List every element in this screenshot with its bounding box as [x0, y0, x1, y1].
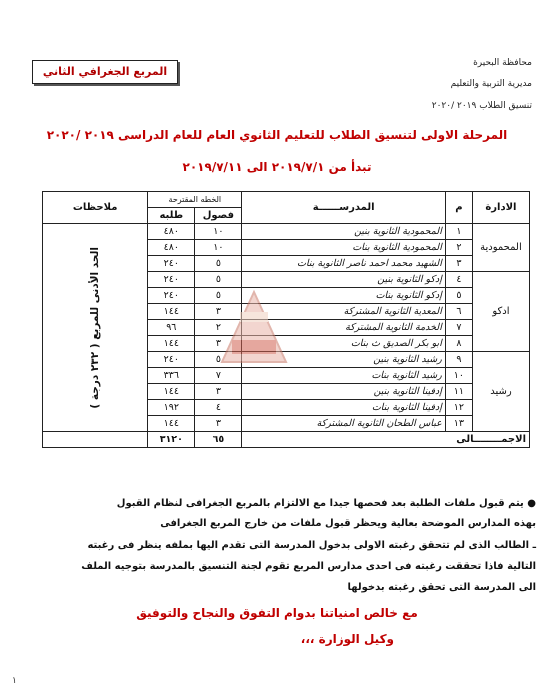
students-cell: ٢٤٠ — [148, 256, 195, 272]
classes-cell: ٣ — [195, 336, 242, 352]
classes-cell: ٧ — [195, 368, 242, 384]
table-row — [43, 224, 530, 240]
header-notes: ملاحظات — [43, 192, 148, 224]
classes-cell: ٤ — [195, 400, 242, 416]
school-name: المحمودية الثانوية بنين — [242, 224, 445, 240]
main-title: المرحلة الاولى لتنسيق الطلاب للتعليم الثانوي العام للعام الدراسى ٢٠١٩ /٢٠٢٠ — [46, 128, 508, 142]
classes-cell: ١٠ — [195, 224, 242, 240]
classes-cell: ٥ — [195, 288, 242, 304]
school-name: رشيد الثانوية بنين — [242, 352, 445, 368]
students-cell: ٢٤٠ — [148, 352, 195, 368]
school-name: عباس الطحان الثانوية المشتركة — [242, 416, 445, 432]
admin-cell: المحمودية — [472, 224, 529, 272]
classes-cell: ١٠ — [195, 240, 242, 256]
students-cell: ١٤٤ — [148, 304, 195, 320]
classes-cell: ٥ — [195, 272, 242, 288]
header-plan: الخطه المقترحة — [148, 192, 242, 208]
students-cell: ١٩٢ — [148, 400, 195, 416]
header-students: طلبه — [148, 208, 195, 224]
row-number: ١١ — [445, 384, 472, 400]
directorate-label: مديرية التربية والتعليم — [450, 79, 532, 89]
students-cell: ٢٤٠ — [148, 272, 195, 288]
school-name: ابو بكر الصديق ث بنات — [242, 336, 445, 352]
students-cell: ٢٤٠ — [148, 288, 195, 304]
total-classes: ٦٥ — [195, 432, 242, 448]
page-number: ١ — [12, 676, 17, 686]
total-notes-cell — [43, 432, 148, 448]
admin-cell: ادكو — [472, 272, 529, 352]
classes-cell: ٣ — [195, 416, 242, 432]
total-students: ٣١٢٠ — [148, 432, 195, 448]
school-name: المحمودية الثانوية بنات — [242, 240, 445, 256]
signature-line: وكيل الوزارة ،،، — [300, 632, 394, 646]
instruction-text: يتم قبول ملفات الطلبة بعد فحصها جيدا مع الالتزام بالمربع الجغرافى لنظام القبول — [116, 498, 524, 509]
school-name: إدكو الثانوية بنين — [242, 272, 445, 288]
students-cell: ٤٨٠ — [148, 240, 195, 256]
classes-cell: ٣ — [195, 304, 242, 320]
school-name: إدفينا الثانوية بنات — [242, 400, 445, 416]
governorate-label: محافظة البحيرة — [473, 58, 532, 68]
classes-cell: ٥ — [195, 352, 242, 368]
minimum-score-note: الحد الأدنى للمربع ( ٢٣٢ درجة ) — [89, 246, 102, 409]
header-admin: الادارة — [472, 192, 529, 224]
admin-cell: رشيد — [472, 352, 529, 432]
total-row — [43, 432, 530, 448]
row-number: ٣ — [445, 256, 472, 272]
students-cell: ٩٦ — [148, 320, 195, 336]
instruction-line-2: بهذه المدارس الموضحة بعالية ويحظر قبول ملفات من خارج المربع الجغرافى — [160, 518, 536, 529]
coordination-label: تنسيق الطلاب ٢٠١٩ /٢٠٢٠ — [431, 101, 532, 111]
header-classes: فصول — [195, 208, 242, 224]
closing-wishes: مع خالص امنياتنا بدوام التفوق والنجاح والتوفيق — [136, 606, 418, 620]
total-label: الاجمــــــــالى — [242, 432, 530, 448]
students-cell: ٣٣٦ — [148, 368, 195, 384]
instruction-line-5: الى المدرسة التى تحقق رغبته بدخولها — [347, 582, 536, 593]
row-number: ٦ — [445, 304, 472, 320]
row-number: ٥ — [445, 288, 472, 304]
region-badge: المربع الجغرافي الثاني — [32, 60, 178, 84]
row-number: ١ — [445, 224, 472, 240]
row-number: ٩ — [445, 352, 472, 368]
instruction-line-1: ● يتم قبول ملفات الطلبة بعد فحصها جيدا مع الالتزام بالمربع الجغرافى لنظام القبول — [116, 498, 536, 509]
instruction-line-4: التالية فاذا تحققت رغبته فى احدى مدارس المربع تقوم لجنة التنسيق بالمدرسة بتوجيه الملف — [81, 561, 536, 572]
row-number: ١٣ — [445, 416, 472, 432]
students-cell: ١٤٤ — [148, 336, 195, 352]
classes-cell: ٣ — [195, 384, 242, 400]
students-cell: ١٤٤ — [148, 384, 195, 400]
school-name: إدكو الثانوية بنات — [242, 288, 445, 304]
school-name: رشيد الثانوية بنات — [242, 368, 445, 384]
row-number: ٤ — [445, 272, 472, 288]
instruction-line-3: ـ الطالب الذى لم تتحقق رغبته الاولى بدخول المدرسة التى تقدم اليها بملفه ينظر فى رغبته — [87, 540, 536, 551]
classes-cell: ٢ — [195, 320, 242, 336]
students-cell: ٤٨٠ — [148, 224, 195, 240]
header-school: المدرســــــة — [242, 192, 445, 224]
notes-cell — [43, 224, 148, 432]
school-name: الشهيد محمد احمد ناصر الثانوية بنات — [242, 256, 445, 272]
watermark-logo-icon — [218, 288, 290, 370]
row-number: ٢ — [445, 240, 472, 256]
classes-cell: ٥ — [195, 256, 242, 272]
students-cell: ١٤٤ — [148, 416, 195, 432]
row-number: ٧ — [445, 320, 472, 336]
row-number: ١٠ — [445, 368, 472, 384]
school-name: الخدمة الثانوية المشتركة — [242, 320, 445, 336]
row-number: ١٢ — [445, 400, 472, 416]
header-m: م — [445, 192, 472, 224]
dates-title: تبدأ من ٢٠١٩/٧/١ الى ٢٠١٩/٧/١١ — [182, 160, 372, 174]
school-name: المعدية الثانوية المشتركة — [242, 304, 445, 320]
school-name: إدفينا الثانوية بنين — [242, 384, 445, 400]
row-number: ٨ — [445, 336, 472, 352]
